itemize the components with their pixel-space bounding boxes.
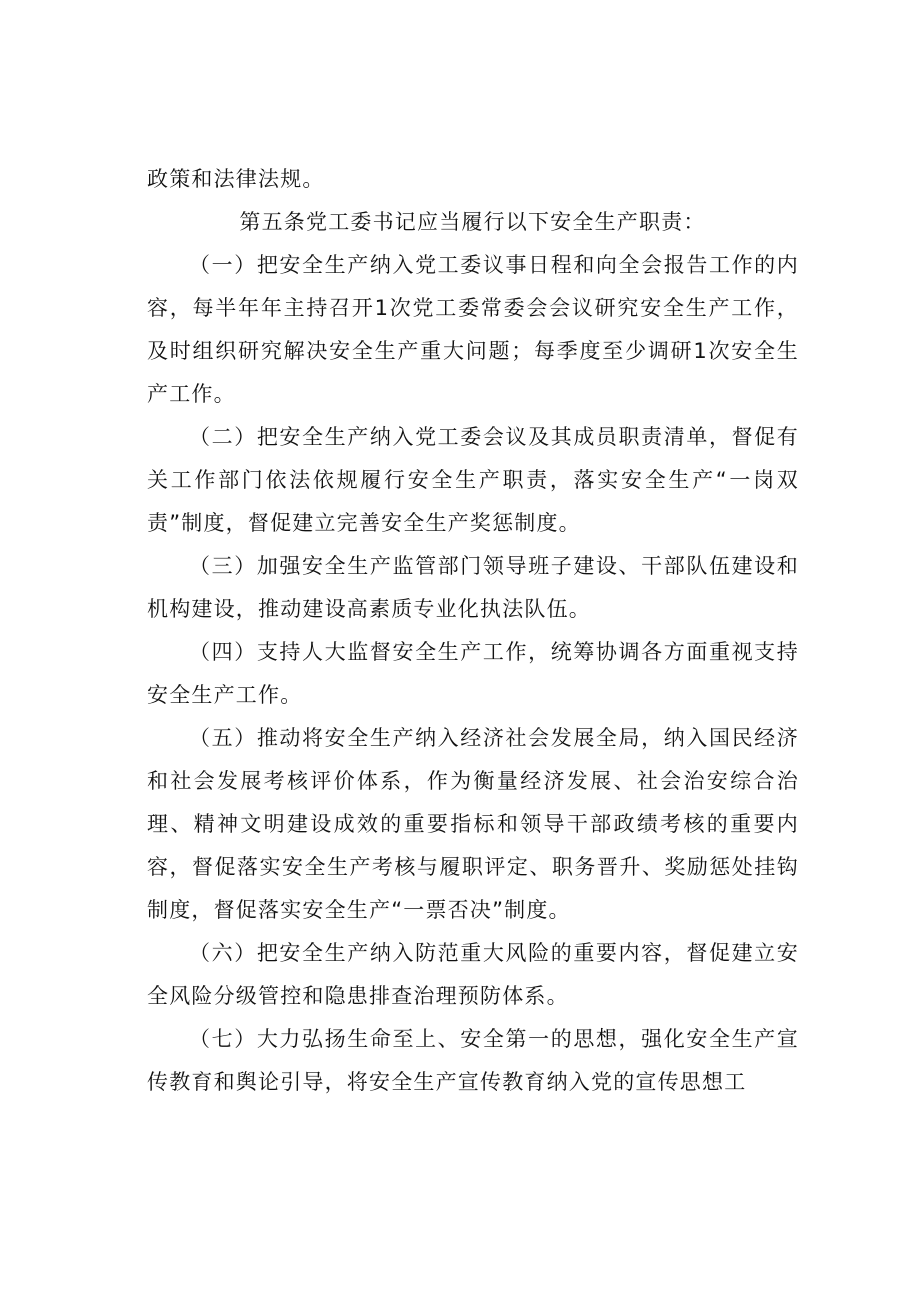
- paragraph-item-1: （一）把安全生产纳入党工委议事日程和向全会报告工作的内容，每半年年主持召开1次党工委常委会会议研究安全生产工作，及时组织研究解决安全生产重大问题；每季度至少调研1次安全生产工作。: [147, 253, 799, 406]
- paragraph-item-6: （六）把安全生产纳入防范重大风险的重要内容，督促建立安全风险分级管控和隐患排查治理预防体系。: [147, 941, 799, 1008]
- paragraph-item-7: （七）大力弘扬生命至上、安全第一的思想，强化安全生产宣传教育和舆论引导，将安全生产宣传教育纳入党的宣传思想工: [147, 1027, 799, 1094]
- paragraph-item-3: （三）加强安全生产监管部门领导班子建设、干部队伍建设和机构建设，推动建设高素质专业化执法队伍。: [147, 554, 799, 621]
- paragraph-item-5: （五）推动将安全生产纳入经济社会发展全局，纳入国民经济和社会发展考核评价体系，作为衡量经济发展、社会治安综合治理、精神文明建设成效的重要指标和领导干部政绩考核的重要内容，督促落实安全生产考核与履职评定、职务晋升、奖励惩处挂钩制度，督促落实安全生产“一票否决”制度。: [147, 726, 799, 922]
- paragraph-item-4: （四）支持人大监督安全生产工作，统筹协调各方面重视支持安全生产工作。: [147, 640, 799, 707]
- paragraph-continuation: 政策和法律法规。: [147, 167, 325, 191]
- paragraph-item-2: （二）把安全生产纳入党工委会议及其成员职责清单，督促有关工作部门依法依规履行安全生产职责，落实安全生产“一岗双责”制度，督促建立完善安全生产奖惩制度。: [147, 425, 799, 535]
- article-heading: 第五条党工委书记应当履行以下安全生产职责：: [239, 210, 706, 234]
- document-body: [147, 158, 799, 1104]
